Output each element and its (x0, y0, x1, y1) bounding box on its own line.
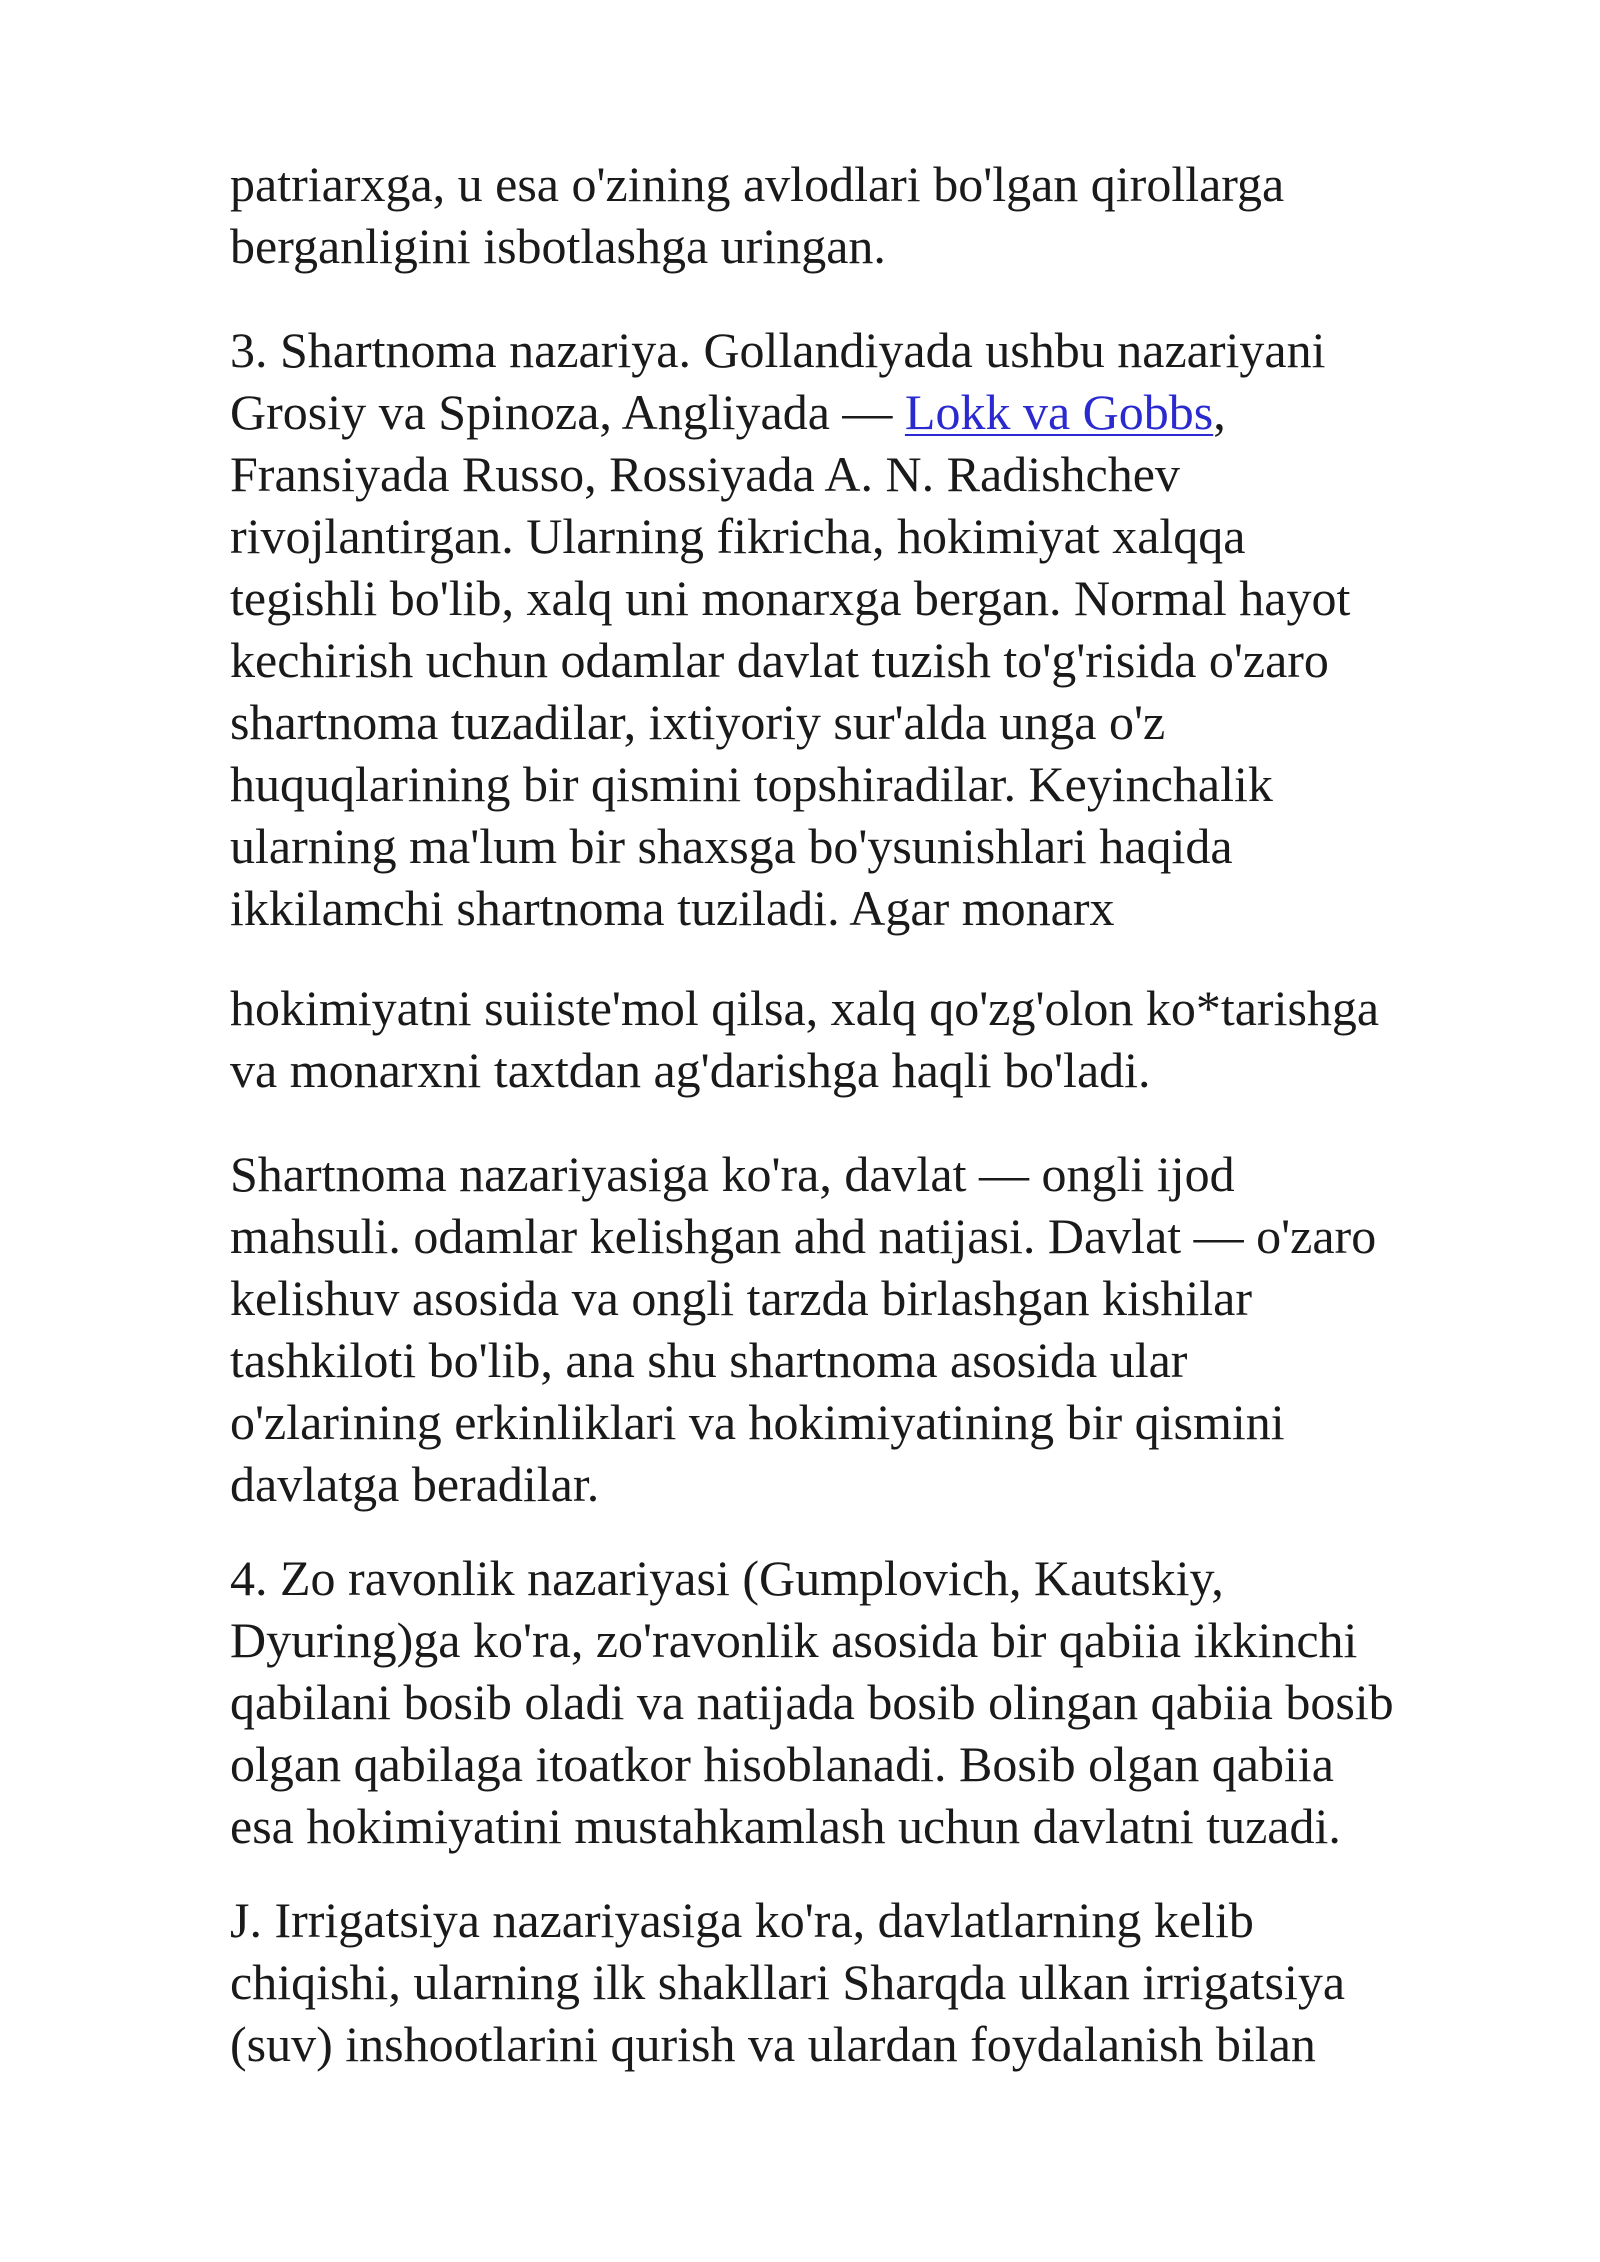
lokk-va-gobbs-link[interactable]: Lokk va Gobbs (904, 384, 1214, 440)
paragraph-contract-theory-continued (230, 977, 1530, 1101)
text-line: Fransiyada Russo, Rossiyada A. N. Radishchev (230, 446, 1180, 502)
text-line: ikkilamchi shartnoma tuziladi. Agar monarx (230, 880, 1115, 936)
text-line: kechirish uchun odamlar davlat tuzish to'g'risida o'zaro (230, 632, 1329, 688)
text-line: Dyuring)ga ko'ra, zo'ravonlik asosida bir qabiia ikkinchi (230, 1612, 1358, 1668)
text-line: tegishli bo'lib, xalq uni monarxga bergan. Normal hayot (230, 570, 1351, 626)
text-line: tashkiloti bo'lib, ana shu shartnoma asosida ular (230, 1332, 1188, 1388)
text-line: berganligini isbotlashga uringan. (230, 218, 886, 274)
paragraph-contract-theory (230, 319, 1530, 939)
text-line: shartnoma tuzadilar, ixtiyoriy sur'alda unga o'z (230, 694, 1166, 750)
text-line: ularning ma'lum bir shaxsga bo'ysunishlari haqida (230, 818, 1233, 874)
text-line: olgan qabilaga itoatkor hisoblanadi. Bosib olgan qabiia (230, 1736, 1334, 1792)
text-line: huquqlarining bir qismini topshiradilar. Keyinchalik (230, 756, 1273, 812)
text-line: mahsuli. odamlar kelishgan ahd natijasi. Davlat — o'zaro (230, 1208, 1377, 1264)
text-line: rivojlantirgan. Ularning fikricha, hokimiyat xalqqa (230, 508, 1246, 564)
text-line: kelishuv asosida va ongli tarzda birlashgan kishilar (230, 1270, 1252, 1326)
paragraph-contract-theory-summary (230, 1143, 1530, 1515)
text-line: o'zlarining erkinliklari va hokimiyatining bir qismini (230, 1394, 1285, 1450)
text-line: esa hokimiyatini mustahkamlash uchun davlatni tuzadi. (230, 1798, 1341, 1854)
text-segment: Grosiy va Spinoza, Angliyada — (230, 384, 905, 440)
text-line: (suv) inshootlarini qurish va ulardan foydalanish bilan (230, 2016, 1316, 2072)
text-line: hokimiyatni suiiste'mol qilsa, xalq qo'zg'olon ko*tarishga (230, 980, 1380, 1036)
paragraph-irrigation-theory (230, 1889, 1530, 2075)
text-line: 3. Shartnoma nazariya. Gollandiyada ushbu nazariyani (230, 322, 1326, 378)
paragraph-divine-theory-end (230, 153, 1530, 277)
text-line: Shartnoma nazariyasiga ko'ra, davlat — ongli ijod (230, 1146, 1235, 1202)
text-line: davlatga beradilar. (230, 1456, 600, 1512)
text-line: chiqishi, ularning ilk shakllari Sharqda ulkan irrigatsiya (230, 1954, 1346, 2010)
text-line: 4. Zo ravonlik nazariyasi (Gumplovich, Kautskiy, (230, 1550, 1224, 1606)
text-line: va monarxni taxtdan ag'darishga haqli bo'ladi. (230, 1042, 1151, 1098)
text-line: patriarxga, u esa o'zining avlodlari bo'lgan qirollarga (230, 156, 1285, 212)
text-line: J. Irrigatsiya nazariyasiga ko'ra, davlatlarning kelib (230, 1892, 1254, 1948)
text-segment: , (1213, 384, 1226, 440)
text-line-with-link (230, 381, 1530, 443)
paragraph-violence-theory (230, 1547, 1530, 1857)
text-line: qabilani bosib oladi va natijada bosib olingan qabiia bosib (230, 1674, 1394, 1730)
